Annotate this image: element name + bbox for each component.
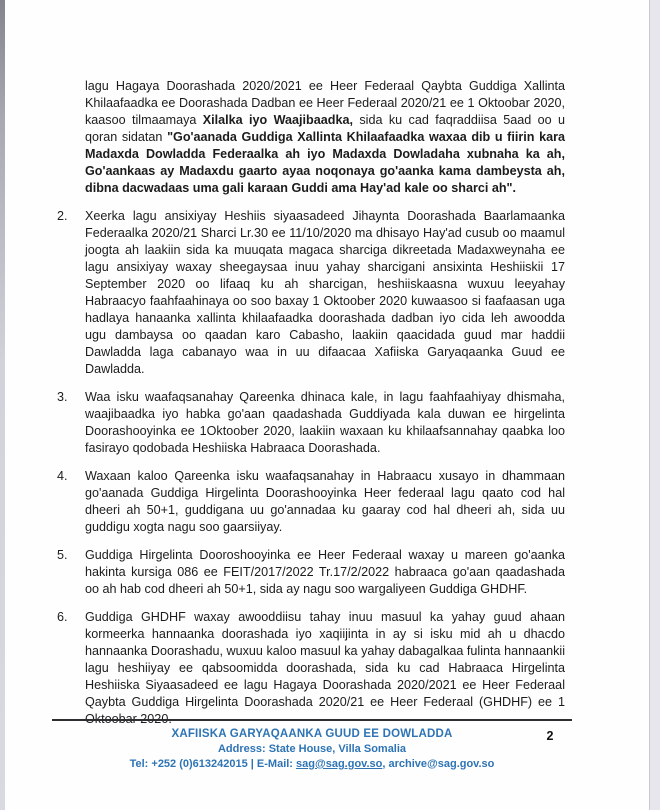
document-body (57, 78, 565, 739)
scan-edge-left (0, 0, 5, 810)
paragraph-text: Guddiga GHDHF waxay awooddiisu tahay inuu masuul ka yahay guud ahaan kormeerka hannaanka doorashada iyo xaqiijinta in ay si isku mid ah u dhacdo hannaanka Doorashadu, wuxuu kaloo masuul ka yahay dabagalkaa fulinta hannaankii lagu heshiiyay ee qabsoomidda doorashada, sida ku cad Habraaca Hirgelinta Heshiiska Siyaasadeed ee lagu Hagaya Doorashada 2020/2021 ee Heer Federaal Qaybta Guddiga Hirgelinta Doorashada 2020/21 ee Heer Federaal (GHDHF) ee 1 Oktoobar 2020. (85, 610, 565, 726)
paragraph-number: 2. (57, 209, 68, 223)
paragraph-text: sida ku cad faqraddiisa 5aad oo u qoran sidatan (85, 113, 565, 144)
email-secondary: archive@sag.gov.so (388, 758, 495, 770)
scan-edge-right (649, 0, 660, 810)
paragraph-text: lagu Hagaya Doorashada 2020/2021 ee Heer Federaal Qaybta Guddiga Xallinta Khilaafaadka ee Doorashada Dadban ee Heer Federaal 2020/21 ee 1 Oktoobar 2020, kaasoo tilmaamaya (85, 79, 565, 127)
paragraph-number: 4. (57, 469, 68, 483)
footer-address: Address: State House, Villa Somalia (217, 743, 407, 755)
paragraph-number: 3. (57, 390, 68, 404)
paragraph (57, 468, 565, 536)
footer-contact (52, 757, 572, 772)
paragraph-text-bold: Xilalka iyo Waajibaadka, (202, 113, 353, 127)
footer-office-name: XAFIISKA GARYAQAANKA GUUD EE DOWLADDA (171, 728, 453, 740)
paragraph (85, 78, 565, 197)
paragraph (57, 609, 565, 728)
footer-tel-email-label: Tel: +252 (0)613242015 | E-Mail: (129, 758, 297, 770)
paragraph-number: 5. (57, 548, 68, 562)
footer-contact-separator: , (382, 758, 389, 770)
email-link-primary: sag@sag.gov.so (296, 758, 383, 770)
paragraph-text-bold: "Go'aanada Guddiga Xallinta Khilaafaadka waxaa dib u fiirin kara Madaxda Dowladda Federaalka ah iyo Madaxda Dowladaha xubnaha ka ah, Go'aankaas ay Madaxdu gaarto ayaa noqonaya go'aanka kama dambeysta ah, dibna dacwadaas uma gali karaan Guddi ama Hay'ad kale oo sharci ah". (85, 130, 565, 195)
paragraph (57, 547, 565, 598)
paragraph-number: 6. (57, 610, 68, 624)
footer-divider (52, 719, 572, 721)
paragraph (57, 208, 565, 378)
page-footer (52, 726, 572, 772)
paragraph (57, 389, 565, 457)
paragraph-text: Waxaan kaloo Qareenka isku waafaqsanahay in Habraacu xusayo in dhammaan go'aanada Guddiga Hirgelinta Doorashooyinka Heer federaal lagu qaato cod hal dheeri ah 50+1, guddigana uu go'annadaa ku gaaray cod hal dheeri ah, sida uu guddigu xogta nagu soo gaarsiiyay. (85, 469, 565, 534)
page-number: 2 (546, 729, 554, 743)
paragraph-text: Xeerka lagu ansixiyay Heshiis siyaasadeed Jihaynta Doorashada Baarlamaanka Federaalka 2020/21 Sharci Lr.30 ee 11/10/2020 ma dhisayo Hay'ad cusub oo maamul joogta ah laakiin sida ka muuqata magaca sharciga dikreetada Madaxweynaha ee lagu ansixiyay waxay sheegaysaa inuu yahay sharcigani ansixinta Heshiiskii 17 September 2020 oo lifaaq ku ah sharcigan, heshiiskaasna wuxuu leeyahay Habraacyo faahfaahinaya oo soo baxay 1 Oktoober 2020 kuwaasoo si faafaasan uga hadlaya hanaanka xallinta khilaafaadka doorashada dadban iyo cida leh awoodda ugu dambaysa oo qaadan karo Cabasho, laakiin qaacidada guud mar haddii Dawladda laga cabanayo waa in uu difaacaa Xafiiska Garyaqaanka Guud ee Dawladda. (85, 209, 565, 376)
paragraph-text: Guddiga Hirgelinta Dooroshooyinka ee Heer Federaal waxay u mareen go'aanka hakinta kursiga 086 ee FEIT/2017/2022 Tr.17/2/2022 habraaca go'aan qaadashada oo ah hab cod dheeri ah 50+1, sida ay nagu soo wargaliyeen Guddiga GHDHF. (85, 548, 565, 596)
paragraph-text: Waa isku waafaqsanahay Qareenka dhinaca kale, in lagu faahfaahiyay dhismaha, waajibaadka iyo habka go'aan qaadashada Guddiyada kala duwan ee hirgelinta Doorashooyinka ee 1Oktoober 2020, laakiin waxaan ku khilaafsannahay qaabka loo fasirayo qodobada Heshiiska Habraaca Doorashada. (85, 390, 565, 455)
